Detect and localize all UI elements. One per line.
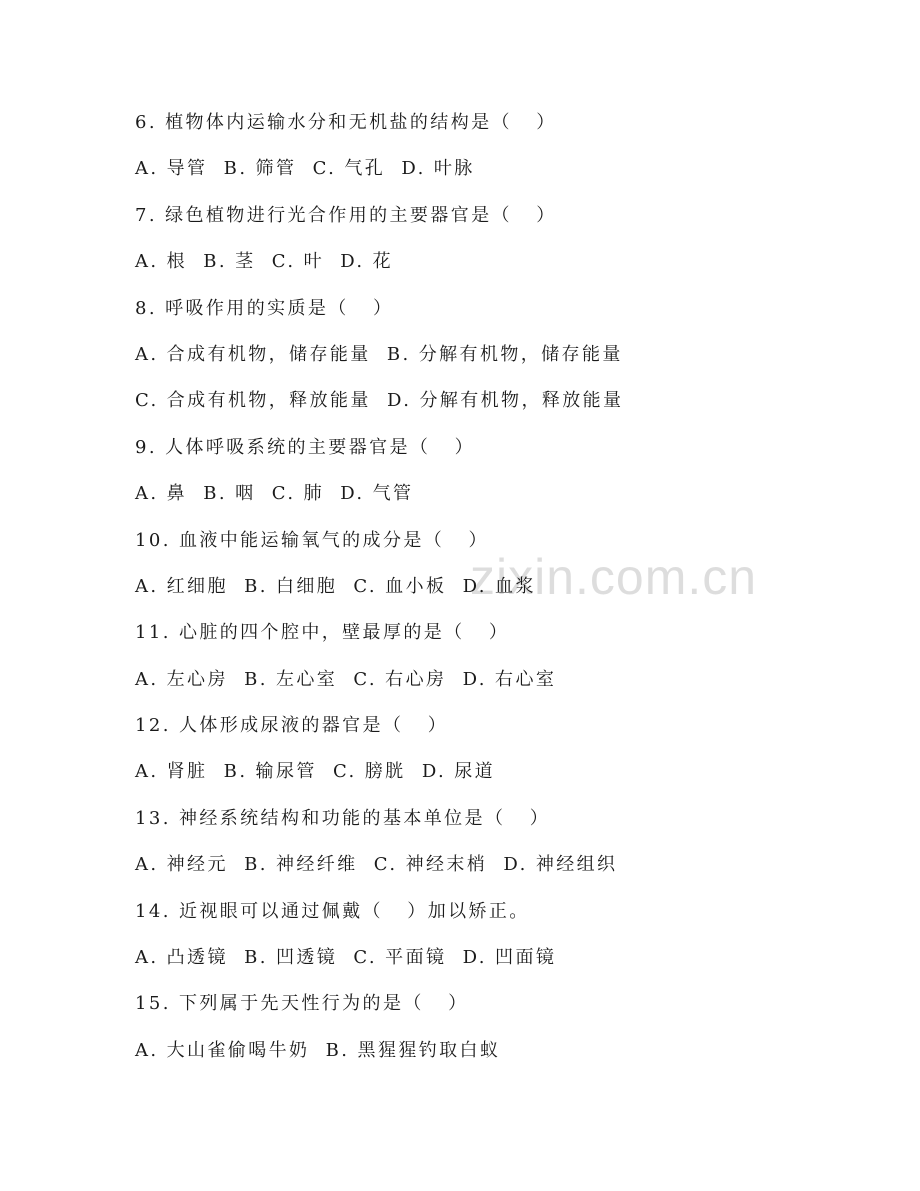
- question-15-options: A. 大山雀偷喝牛奶 B. 黑猩猩钓取白蚁: [135, 1039, 501, 1061]
- question-14-options: A. 凸透镜 B. 凹透镜 C. 平面镜 D. 凹面镜: [135, 947, 557, 969]
- question-14-stem: 14. 近视眼可以通过佩戴（ ）加以矫正。: [135, 900, 530, 922]
- question-15-stem: 15. 下列属于先天性行为的是（ ）: [135, 993, 469, 1015]
- question-8-options-cd: C. 合成有机物，释放能量 D. 分解有机物，释放能量: [135, 390, 624, 412]
- question-10-options: A. 红细胞 B. 白细胞 C. 血小板 D. 血浆: [135, 575, 536, 597]
- question-6-stem: 6. 植物体内运输水分和无机盐的结构是（ ）: [135, 112, 557, 133]
- question-6-options: A. 导管 B. 筛管 C. 气孔 D. 叶脉: [135, 158, 475, 180]
- watermark: zixin.com.cn: [470, 549, 758, 605]
- question-7-options: A. 根 B. 茎 C. 叶 D. 花: [135, 251, 394, 273]
- question-9-stem: 9. 人体呼吸系统的主要器官是（ ）: [135, 436, 476, 458]
- question-10-stem: 10. 血液中能运输氧气的成分是（ ）: [135, 529, 489, 551]
- question-12-options: A. 肾脏 B. 输尿管 C. 膀胱 D. 尿道: [135, 761, 496, 783]
- question-7-stem: 7. 绿色植物进行光合作用的主要器官是（ ）: [135, 204, 557, 226]
- question-8-options-ab: A. 合成有机物，储存能量 B. 分解有机物，储存能量: [135, 343, 623, 365]
- question-13-options: A. 神经元 B. 神经纤维 C. 神经末梢 D. 神经组织: [135, 854, 618, 876]
- question-11-options: A. 左心房 B. 左心室 C. 右心房 D. 右心室: [135, 668, 557, 690]
- question-13-stem: 13. 神经系统结构和功能的基本单位是（ ）: [135, 807, 551, 829]
- question-9-options: A. 鼻 B. 咽 C. 肺 D. 气管: [135, 483, 414, 505]
- question-12-stem: 12. 人体形成尿液的器官是（ ）: [135, 715, 449, 737]
- question-8-stem: 8. 呼吸作用的实质是（ ）: [135, 297, 394, 319]
- question-11-stem: 11. 心脏的四个腔中，壁最厚的是（ ）: [135, 622, 510, 644]
